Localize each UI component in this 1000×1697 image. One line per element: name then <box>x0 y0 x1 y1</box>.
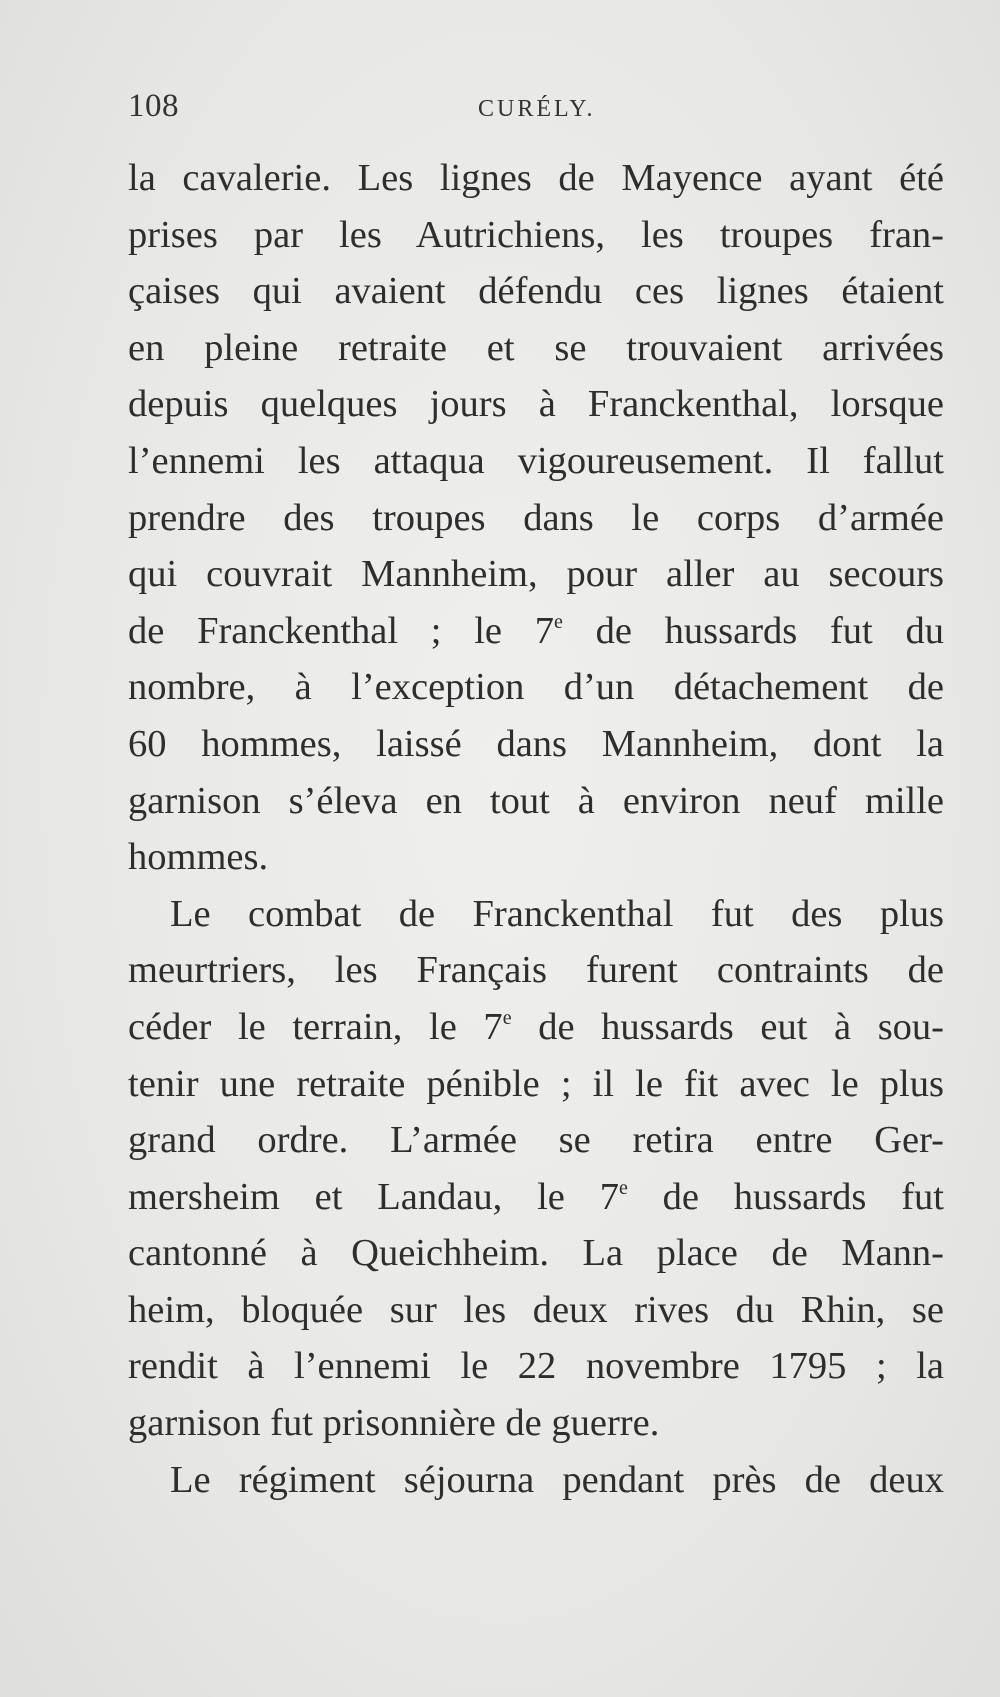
text-segment: de hussards fut du <box>562 609 944 652</box>
text-line: grand ordre. L’armée se retira entre Ger- <box>128 1119 944 1162</box>
text-line-with-superscript <box>128 1169 944 1226</box>
text-line: depuis quelques jours à Franckenthal, lorsque <box>128 383 944 426</box>
text-line: çaises qui avaient défendu ces lignes étaient <box>128 270 944 313</box>
text-line: nombre, à l’exception d’un détachement de <box>128 666 944 709</box>
body-text <box>128 150 944 1508</box>
text-line: qui couvrait Mannheim, pour aller au secours <box>128 553 944 596</box>
text-line: cantonné à Queichheim. La place de Mann- <box>128 1232 944 1275</box>
text-line: rendit à l’ennemi le 22 novembre 1795 ; la <box>128 1345 944 1388</box>
text-line: meurtriers, les Français furent contraints de <box>128 949 944 992</box>
text-line-with-superscript <box>128 603 944 660</box>
text-line: hommes. <box>128 836 269 879</box>
text-line: tenir une retraite pénible ; il le fit avec le plus <box>128 1062 944 1105</box>
running-head: CURÉLY. <box>478 96 596 122</box>
text-line: heim, bloquée sur les deux rives du Rhin, se <box>128 1288 944 1331</box>
text-line: prendre des troupes dans le corps d’armée <box>128 496 944 539</box>
text-line-with-superscript <box>128 999 944 1056</box>
text-line: Le combat de Franckenthal fut des plus <box>170 892 944 935</box>
superscript: e <box>618 1176 628 1199</box>
text-segment: céder le terrain, le 7 <box>128 1005 503 1048</box>
text-segment: de Franckenthal ; le 7 <box>128 609 554 652</box>
text-line: l’ennemi les attaqua vigoureusement. Il fallut <box>128 439 944 482</box>
text-line: Le régiment séjourna pendant près de deux <box>170 1458 944 1501</box>
text-segment: de hussards fut <box>627 1175 944 1218</box>
text-line: garnison s’éleva en tout à environ neuf mille <box>128 779 944 822</box>
page-header <box>128 88 944 134</box>
text-line: 60 hommes, laissé dans Mannheim, dont la <box>128 722 944 765</box>
text-segment: de hussards eut à sou- <box>511 1005 944 1048</box>
text-line: prises par les Autrichiens, les troupes fran- <box>128 213 944 256</box>
text-line: garnison fut prisonnière de guerre. <box>128 1402 660 1445</box>
text-line: en pleine retraite et se trouvaient arrivées <box>128 326 944 369</box>
text-segment: mersheim et Landau, le 7 <box>128 1175 619 1218</box>
superscript: e <box>502 1006 512 1029</box>
page-number: 108 <box>128 88 179 124</box>
superscript: e <box>553 610 563 633</box>
text-line: la cavalerie. Les lignes de Mayence ayant été <box>128 157 944 199</box>
